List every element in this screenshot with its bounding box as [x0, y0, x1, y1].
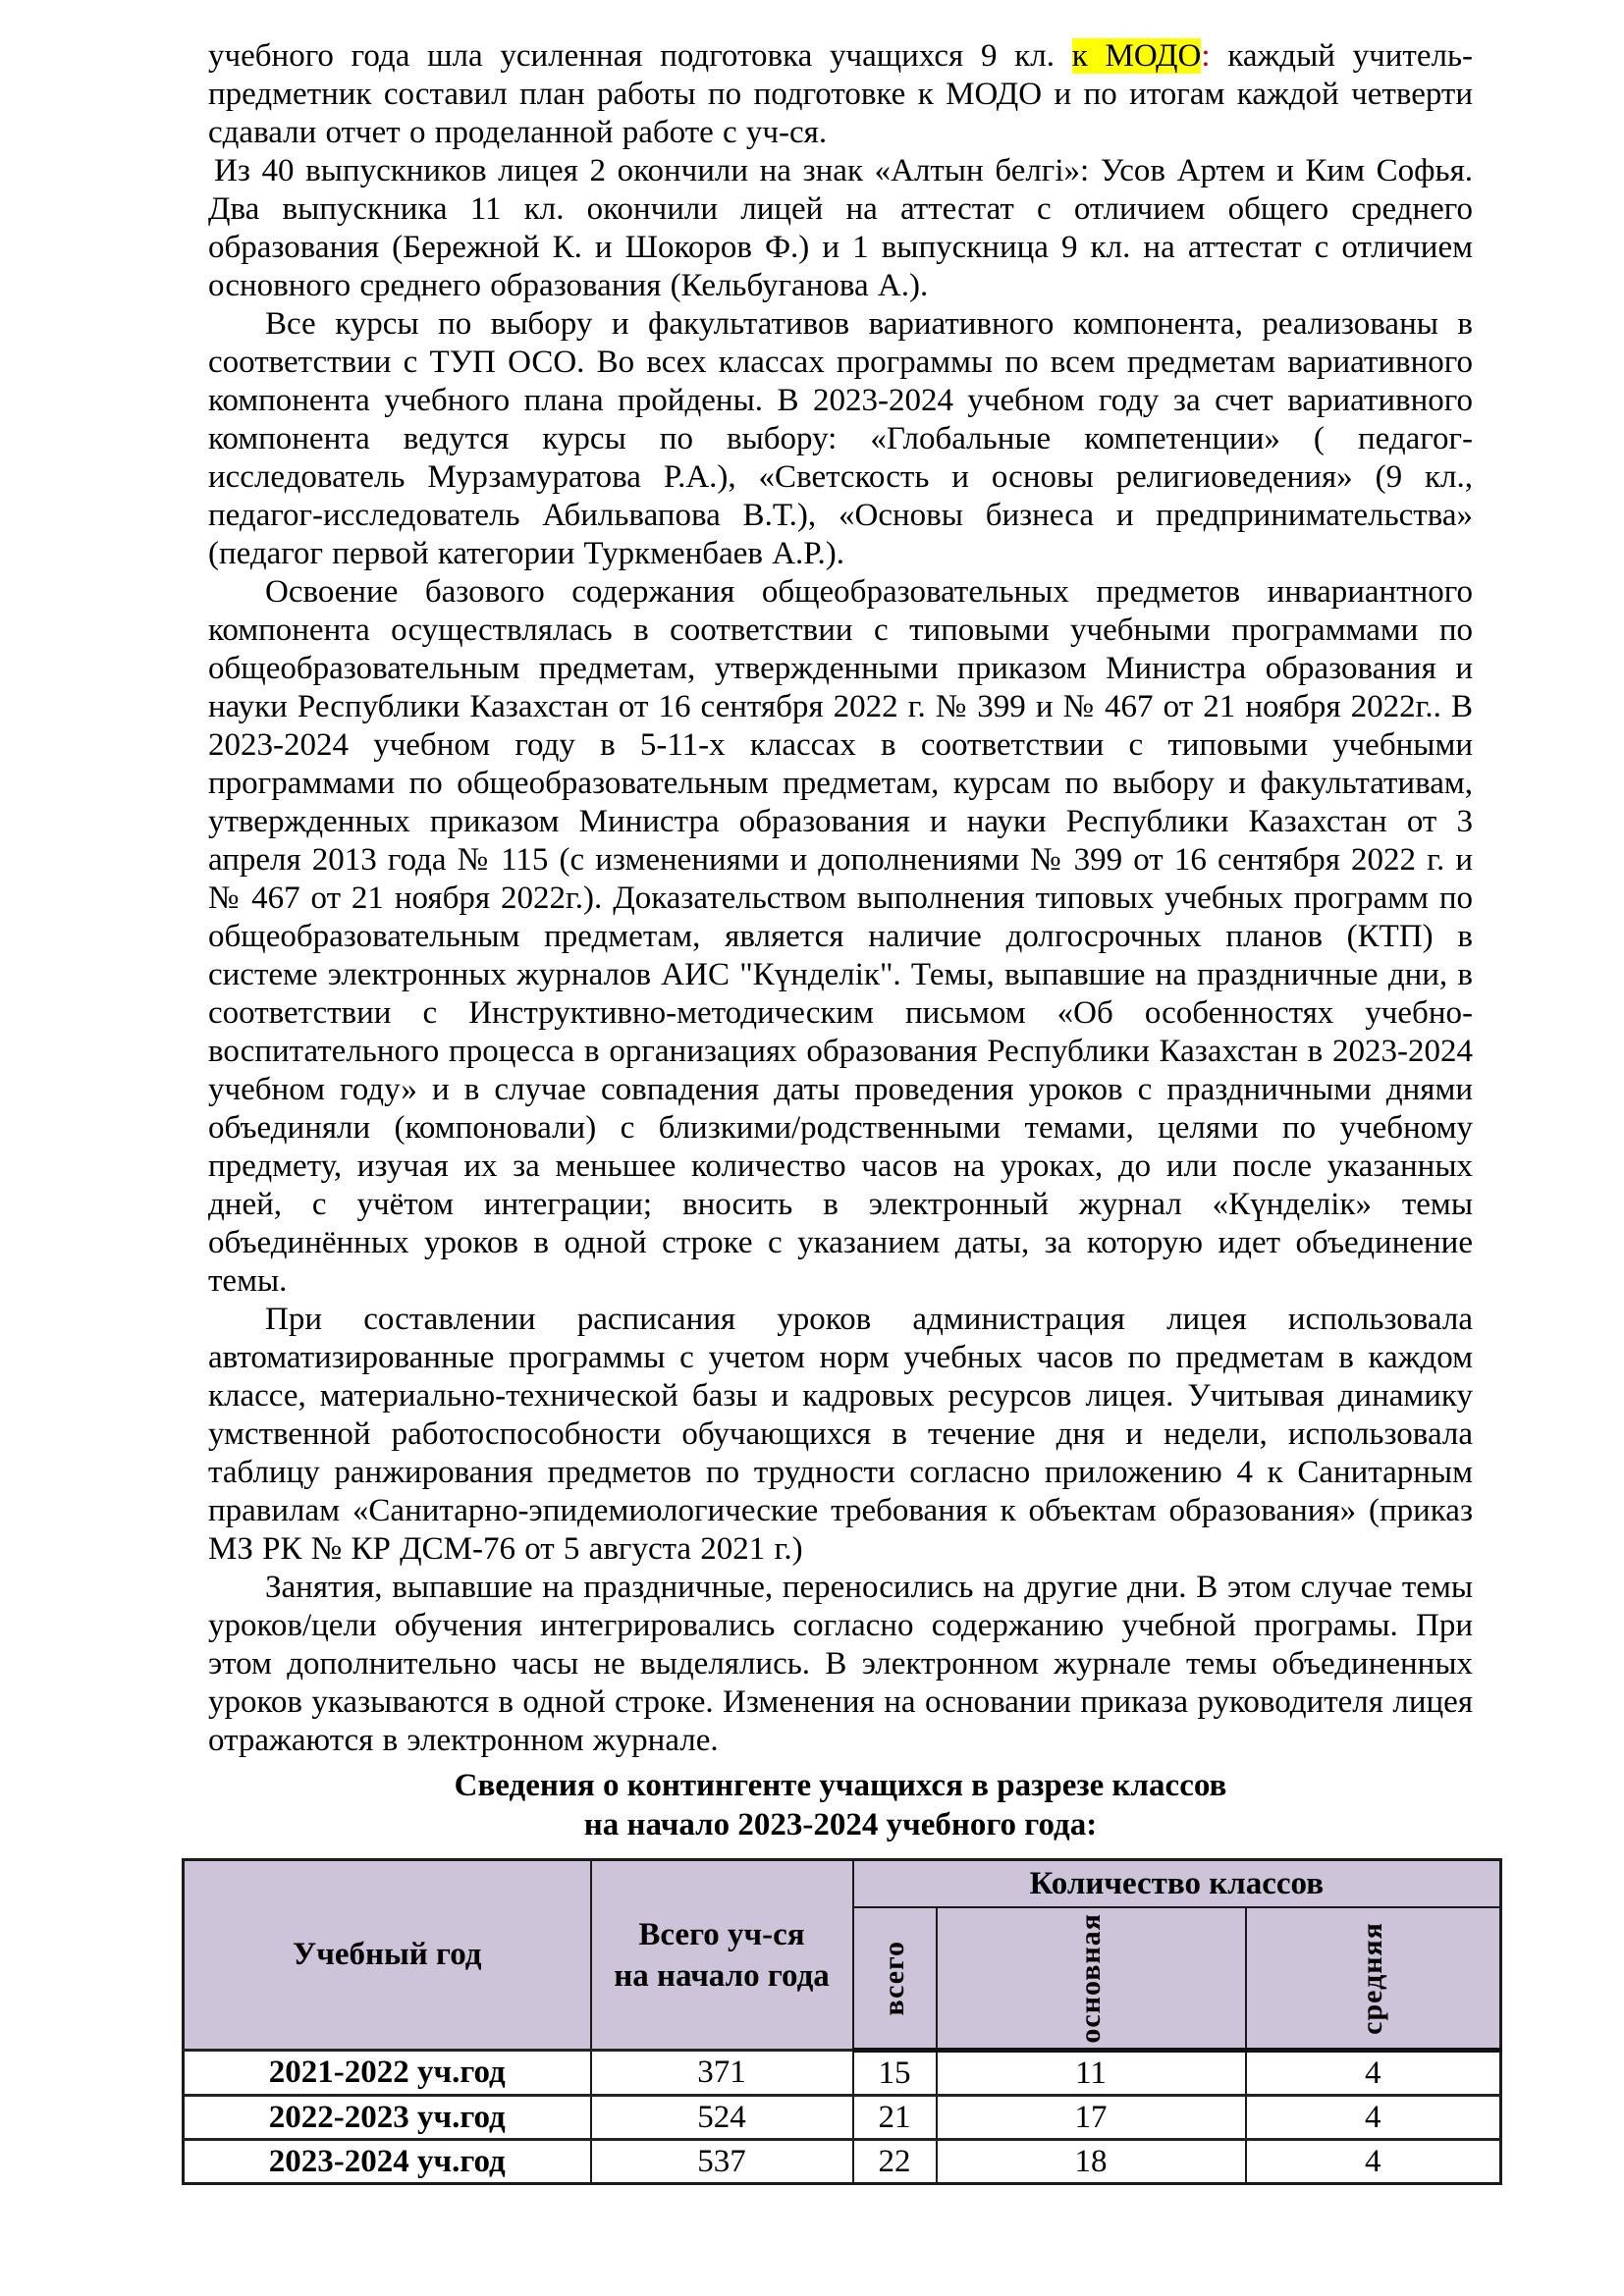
- paragraph-schedule: При составлении расписания уроков администрация лицея использовала автоматизированные программы с учетом норм учебных часов по предметам в каждом классе, материально-технической базы и кадровых ресурсов лицея. Учитывая динамику умственной работоспособности обучающихся в течение дня и недели, использовала таблицу ранжирования предметов по трудности согласно приложению 4 к Санитарным правилам «Санитарно-эпидемиологические требования к объектам образования» (приказ МЗ РК № КР ДСМ-76 от 5 августа 2021 г.): [208, 1302, 1473, 1567]
- cell-osnovnaya: 11: [937, 2051, 1246, 2096]
- table-header-row-1: [184, 1860, 1501, 1908]
- cell-year: 2023-2024 уч.год: [184, 2140, 591, 2184]
- vertical-label-all: всего: [878, 1940, 910, 2016]
- red-colon: :: [1201, 38, 1211, 74]
- header-total-line2: на начало года: [614, 1957, 830, 1994]
- table-row: [184, 2051, 1501, 2096]
- vertical-label-srednyaya: средняя: [1356, 1921, 1389, 2035]
- cell-osnovnaya: 17: [937, 2096, 1246, 2140]
- paragraph-modo-text-after: каждый учитель-предметник составил план работы по подготовке к МОДО и по итогам каждой четверти сдавали отчет о проделанной работе с уч-ся.: [208, 38, 1474, 150]
- cell-all-classes: 15: [853, 2051, 937, 2096]
- cell-all-classes: 21: [853, 2096, 937, 2140]
- cell-total: 371: [591, 2051, 853, 2096]
- header-srednyaya: [1246, 1907, 1501, 2051]
- cell-year: 2021-2022 уч.год: [184, 2051, 591, 2096]
- paragraph-elective-courses: Все курсы по выбору и факультативов вариативного компонента, реализованы в соответствии с ТУП ОСО. Во всех классах программы по всем предметам вариативного компонента учебного плана пройдены. В 2023-2024 учебном году за счет вариативного компонента ведутся курсы по выбору: «Глобальные компетенции» ( педагог-исследователь Мурзамуратова Р.А.), «Светскость и основы религиоведения» (9 кл., педагог-исследователь Абильвапова В.Т.), «Основы бизнеса и предпринимательства» (педагог первой категории Туркменбаев А.Р.).: [208, 306, 1473, 571]
- paragraph-curriculum: Освоение базового содержания общеобразовательных предметов инвариантного компонента осуществлялась в соответствии с типовыми учебными программами по общеобразовательным предметам, утвержденными приказом Министра образования и науки Республики Казахстан от 16 сентября 2022 г. № 399 и № 467 от 21 ноября 2022г.. В 2023-2024 учебном году в 5-11-х классах в соответствии с типовыми учебными программами по общеобразовательным предметам, курсам по выбору и факультативам, утвержденных приказом Министра образования и науки Республики Казахстан от 3 апреля 2013 года № 115 (с изменениями и дополнениями № 399 от 16 сентября 2022 г. и № 467 от 21 ноября 2022г.). Доказательством выполнения типовых учебных программ по общеобразовательным предметам, является наличие долгосрочных планов (КТП) в системе электронных журналов АИС "Күнделік". Темы, выпавшие на праздничные дни, в соответствии с Инструктивно-методическим письмом «Об особенностях учебно-воспитательного процесса в организациях образования Республики Казахстан в 2023-2024 учебном году» и в случае совпадения даты проведения уроков с праздничными днями объединяли (компоновали) с близкими/родственными темами, целями по учебному предмету, изучая их за меньшее количество часов на уроках, до или после указанных дней, с учётом интеграции; вносить в электронный журнал «Күнделік» темы объединённых уроков в одной строке с указанием даты, за которую идет объединение темы.: [208, 574, 1473, 1299]
- table-row: [184, 2096, 1501, 2140]
- vertical-label-osnovnaya: основная: [1074, 1912, 1107, 2044]
- paragraph-modo: [208, 37, 1473, 152]
- header-year: Учебный год: [184, 1860, 591, 2051]
- paragraph-holidays: Занятия, выпавшие на праздничные, переносились на другие дни. В этом случае темы уроков/цели обучения интегрировались согласно содержанию учебной програмы. При этом дополнительно часы не выделялись. В электронном журнале темы объединенных уроков указываются в одной строке. Изменения на основании приказа руководителя лицея отражаются в электронном журнале.: [208, 1570, 1473, 1758]
- header-total-line1: Всего уч-ся: [638, 1916, 805, 1952]
- cell-srednyaya: 4: [1246, 2096, 1501, 2140]
- table-heading-line2: на начало 2023-2024 учебного года:: [583, 1807, 1098, 1842]
- students-table: [182, 1858, 1502, 2185]
- paragraph-graduates: Из 40 выпускников лицея 2 окончили на знак «Алтын белгі»: Усов Артем и Ким Софья. Два выпускника 11 кл. окончили лицей на аттестат с отличием общего среднего образования (Бережной К. и Шокоров Ф.) и 1 выпускница 9 кл. на аттестат с отличием основного среднего образования (Кельбуганова А.).: [208, 153, 1473, 303]
- students-table-wrapper: [182, 1858, 1473, 2185]
- header-osnovnaya: [937, 1907, 1246, 2051]
- cell-osnovnaya: 18: [937, 2140, 1246, 2184]
- header-all-classes: [853, 1907, 937, 2051]
- cell-total: 524: [591, 2096, 853, 2140]
- paragraph-modo-text-before: учебного года шла усиленная подготовка учащихся 9 кл.: [208, 38, 1072, 74]
- cell-total: 537: [591, 2140, 853, 2184]
- cell-all-classes: 22: [853, 2140, 937, 2184]
- header-class-count-group: Количество классов: [853, 1860, 1501, 1908]
- cell-srednyaya: 4: [1246, 2051, 1501, 2096]
- header-total-students: [591, 1860, 853, 2051]
- cell-year: 2022-2023 уч.год: [184, 2096, 591, 2140]
- table-heading: [208, 1766, 1473, 1844]
- highlighted-text-modo: к МОДО: [1071, 38, 1202, 74]
- table-row: [184, 2140, 1501, 2184]
- table-heading-line1: Сведения о контингенте учащихся в разрезе классов: [454, 1768, 1227, 1803]
- cell-srednyaya: 4: [1246, 2140, 1501, 2184]
